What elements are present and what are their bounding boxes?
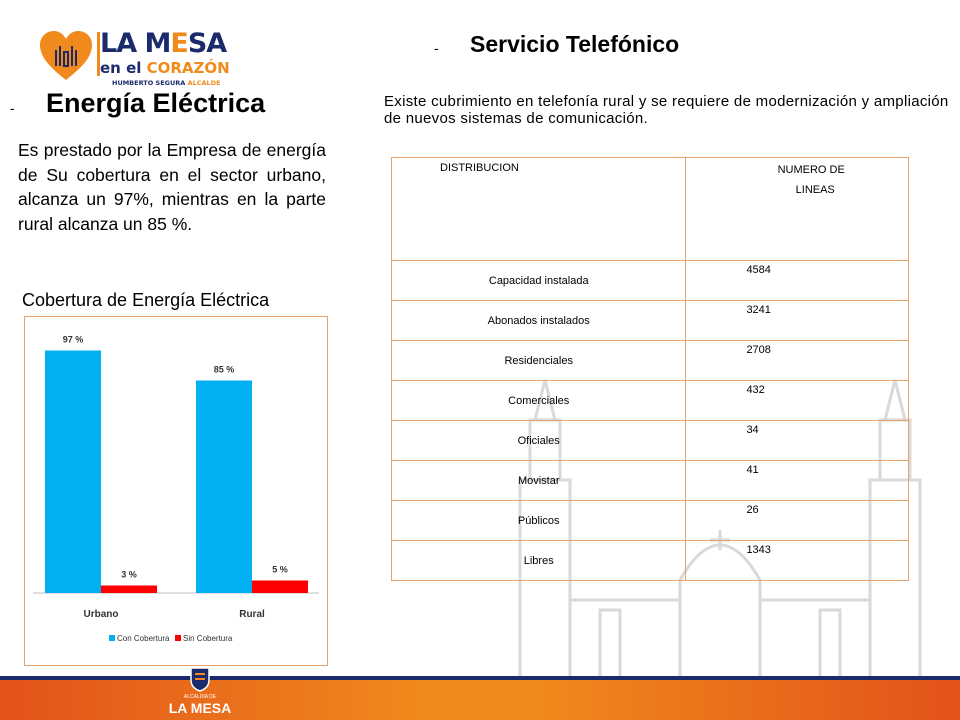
row-value: 2708 [746,344,771,356]
header-cell [686,158,909,261]
row-value-cell [686,461,909,501]
row-value: 432 [746,384,765,396]
row-value-cell [686,421,909,461]
data-label: 85 % [213,364,235,375]
heart-icon [38,30,94,82]
bar-con-cobertura-urbano [45,351,101,594]
shield-icon [189,666,211,692]
row-label: Comerciales [508,395,570,407]
row-label-cell [392,381,686,421]
row-label-cell [392,261,686,301]
data-label: 97 % [62,334,84,345]
table-row [392,381,909,421]
footer-big-text: LA MESA [168,700,232,716]
legend-label: Con Cobertura [117,634,170,643]
row-value: 4584 [746,264,771,276]
row-value-cell [686,341,909,381]
energia-heading: Energía Eléctrica [46,88,266,118]
row-value: 1343 [746,544,771,556]
header-lineas: LINEAS [795,184,835,196]
row-label: Movistar [517,475,560,487]
bar-sin-cobertura-urbano [101,586,157,594]
servicio-paragraph: Existe cubrimiento en telefonía rural y se requiere de modernización y ampliación de nuevos sistemas de comunicación. [384,93,949,127]
row-label-cell [392,541,686,581]
table-row [392,501,909,541]
bullet-dash: - [434,40,439,56]
table-header-row [392,158,909,261]
table-row [392,261,909,301]
row-label: Capacidad instalada [488,275,589,287]
category-label: Rural [239,609,265,620]
row-label: Públicos [517,515,560,527]
la-mesa-logo [38,28,238,90]
bullet-dash: - [10,100,15,116]
coverage-chart [24,316,328,666]
header-cell [392,158,686,261]
row-value-cell [686,501,909,541]
data-label: 5 % [272,564,288,575]
servicio-heading: Servicio Telefónico [470,31,680,57]
bar-sin-cobertura-rural [252,581,308,594]
row-value: 41 [746,464,759,476]
row-value-cell [686,261,909,301]
energia-paragraph: Es prestado por la Empresa de energía de Su cobertura en el sector urbano, alcanza un 97%, mientras en la parte rural alcanza un 85 %. [18,140,326,234]
table-row [392,421,909,461]
row-value-cell [686,541,909,581]
row-value-cell [686,381,909,421]
row-value: 3241 [746,304,771,316]
logo-line1: LA MESA [100,28,227,59]
footer-small-text: ALCALDIA DE [183,694,217,700]
row-label-cell [392,461,686,501]
row-label-cell [392,301,686,341]
row-value: 26 [746,504,759,516]
header-distribucion: DISTRIBUCION [440,162,519,174]
category-label: Urbano [83,609,119,620]
chart-svg [25,317,327,665]
chart-title: Cobertura de Energía Eléctrica [22,290,270,310]
row-label-cell [392,341,686,381]
data-label: 3 % [121,569,137,580]
table-row [392,461,909,501]
logo-line2: en el CORAZÓN [100,59,230,77]
table-row [392,341,909,381]
row-label: Libres [523,555,554,567]
row-label-cell [392,501,686,541]
header-numero: NUMERO DE [777,164,845,176]
legend-swatch [175,635,181,641]
row-label-cell [392,421,686,461]
row-label: Residenciales [504,355,573,367]
row-label: Oficiales [517,435,560,447]
table-row [392,541,909,581]
table-row [392,301,909,341]
logo-line3: HUMBERTO SEGURA ALCALDE [112,79,221,87]
legend-swatch [109,635,115,641]
telephone-table [391,157,909,581]
footer-bar [0,680,960,720]
alcaldia-logo [168,666,232,720]
legend-label: Sin Cobertura [183,634,233,643]
row-label: Abonados instalados [487,315,590,327]
row-value-cell [686,301,909,341]
bar-con-cobertura-rural [196,381,252,594]
row-value: 34 [746,424,759,436]
